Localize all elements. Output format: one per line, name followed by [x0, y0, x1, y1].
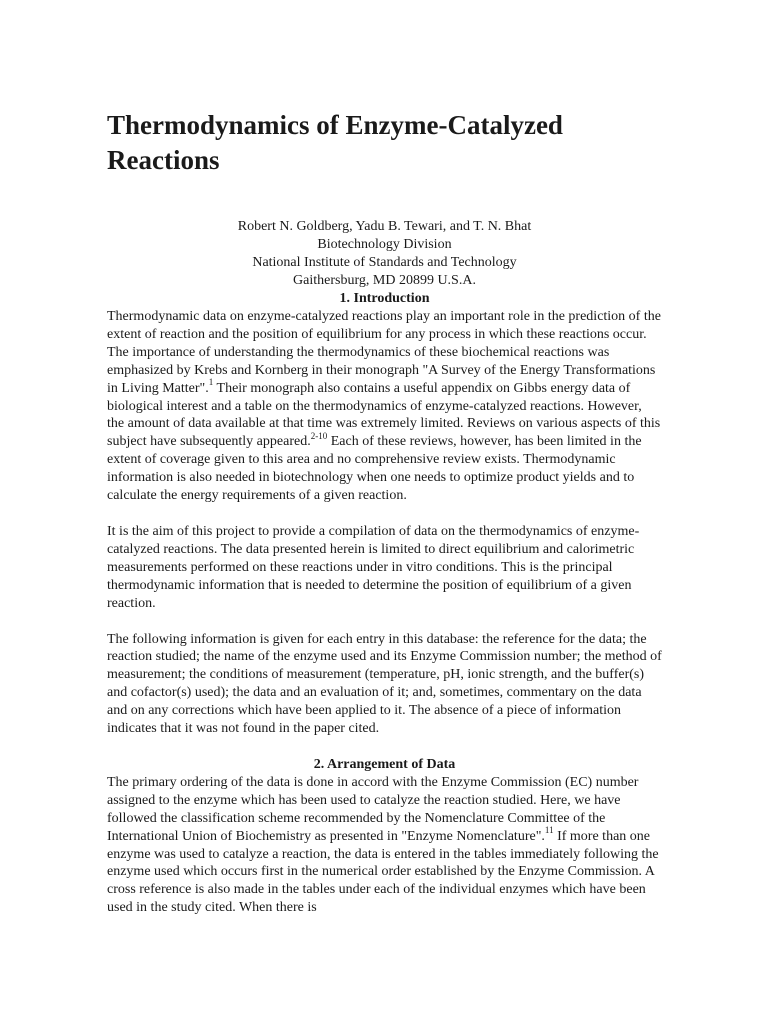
- arrangement-paragraph-1: [107, 774, 662, 917]
- intro-paragraph-3: The following information is given for each entry in this database: the reference for the data; the reaction studied; the name of the enzyme used and its Enzyme Commission number; the method of measurement; the conditions of measurement (temperature, pH, ionic strength, and the buffer(s) and cofactor(s) used); the data and an evaluation of it; and, sometimes, commentary on the data and on any corrections which have been applied to it. The absence of a piece of information indicates that it was not found in the paper cited.: [107, 631, 662, 737]
- document-page: [107, 108, 662, 917]
- intro-paragraph-2: It is the aim of this project to provide a compilation of data on the thermodynamics of enzyme-catalyzed reactions. The data presented herein is limited to direct equilibrium and calorimetric measurements performed on these reactions under in vitro conditions. This is the principal thermodynamic information that is needed to determine the position of equilibrium of a given reaction.: [107, 523, 640, 611]
- document-title: Thermodynamics of Enzyme-Catalyzed Reactions: [107, 110, 563, 175]
- author-address: Gaithersburg, MD 20899 U.S.A.: [293, 273, 476, 288]
- arrangement-paragraph-1-part-b: If more than one enzyme was used to catalyze a reaction, the data is entered in the tables immediately following the enzyme used which occurs first in the numerical order established by the Enzyme Commission. A cross reference is also made in the tables under each of the individual enzymes which have been used in the study cited. When there is: [107, 828, 659, 916]
- footnote-ref-2-10: 2-10: [310, 430, 328, 441]
- footnote-ref-1: 1: [208, 376, 214, 387]
- footnote-ref-11: 11: [544, 825, 554, 835]
- section-heading-introduction: 1. Introduction: [339, 291, 430, 306]
- author-names: Robert N. Goldberg, Yadu B. Tewari, and T. N. Bhat: [237, 219, 532, 234]
- author-block: [107, 218, 662, 290]
- arrangement-paragraph-1-part-a: The primary ordering of the data is done in accord with the Enzyme Commission (EC) number assigned to the enzyme which has been used to catalyze the reaction studied. Here, we have followed the classification scheme recommended by the Nomenclature Committee of the International Union of Biochemistry as presented in "Enzyme Nomenclature".: [107, 774, 639, 844]
- intro-paragraph-1: [107, 308, 662, 505]
- intro-paragraph-1-part-b: Their monograph also contains a useful appendix on Gibbs energy data of biological interest and a table on the thermodynamics of enzyme-catalyzed reactions. However, the amount of data available at that time was extremely limited. Reviews on various aspects of this subject have subsequently appeared.: [107, 380, 661, 450]
- section-heading-arrangement: 2. Arrangement of Data: [313, 756, 456, 772]
- intro-paragraph-1-part-a: Thermodynamic data on enzyme-catalyzed reactions play an important role in the prediction of the extent of reaction and the position of equilibrium for any process in which these reactions occur. The importance of understanding the thermodynamics of these biochemical reactions was emphasized by Krebs and Kornberg in their monograph "A Survey of the Energy Transformations in Living Matter".: [107, 309, 661, 396]
- author-institute: National Institute of Standards and Technology: [252, 255, 517, 270]
- author-division: Biotechnology Division: [317, 237, 452, 252]
- intro-paragraph-1-part-c: Each of these reviews, however, has been limited in the extent of coverage given to this area and no comprehensive review exists. Thermodynamic information is also needed in biotechnology when one needs to optimize product yields and to calculate the energy requirements of a given reaction.: [107, 434, 642, 504]
